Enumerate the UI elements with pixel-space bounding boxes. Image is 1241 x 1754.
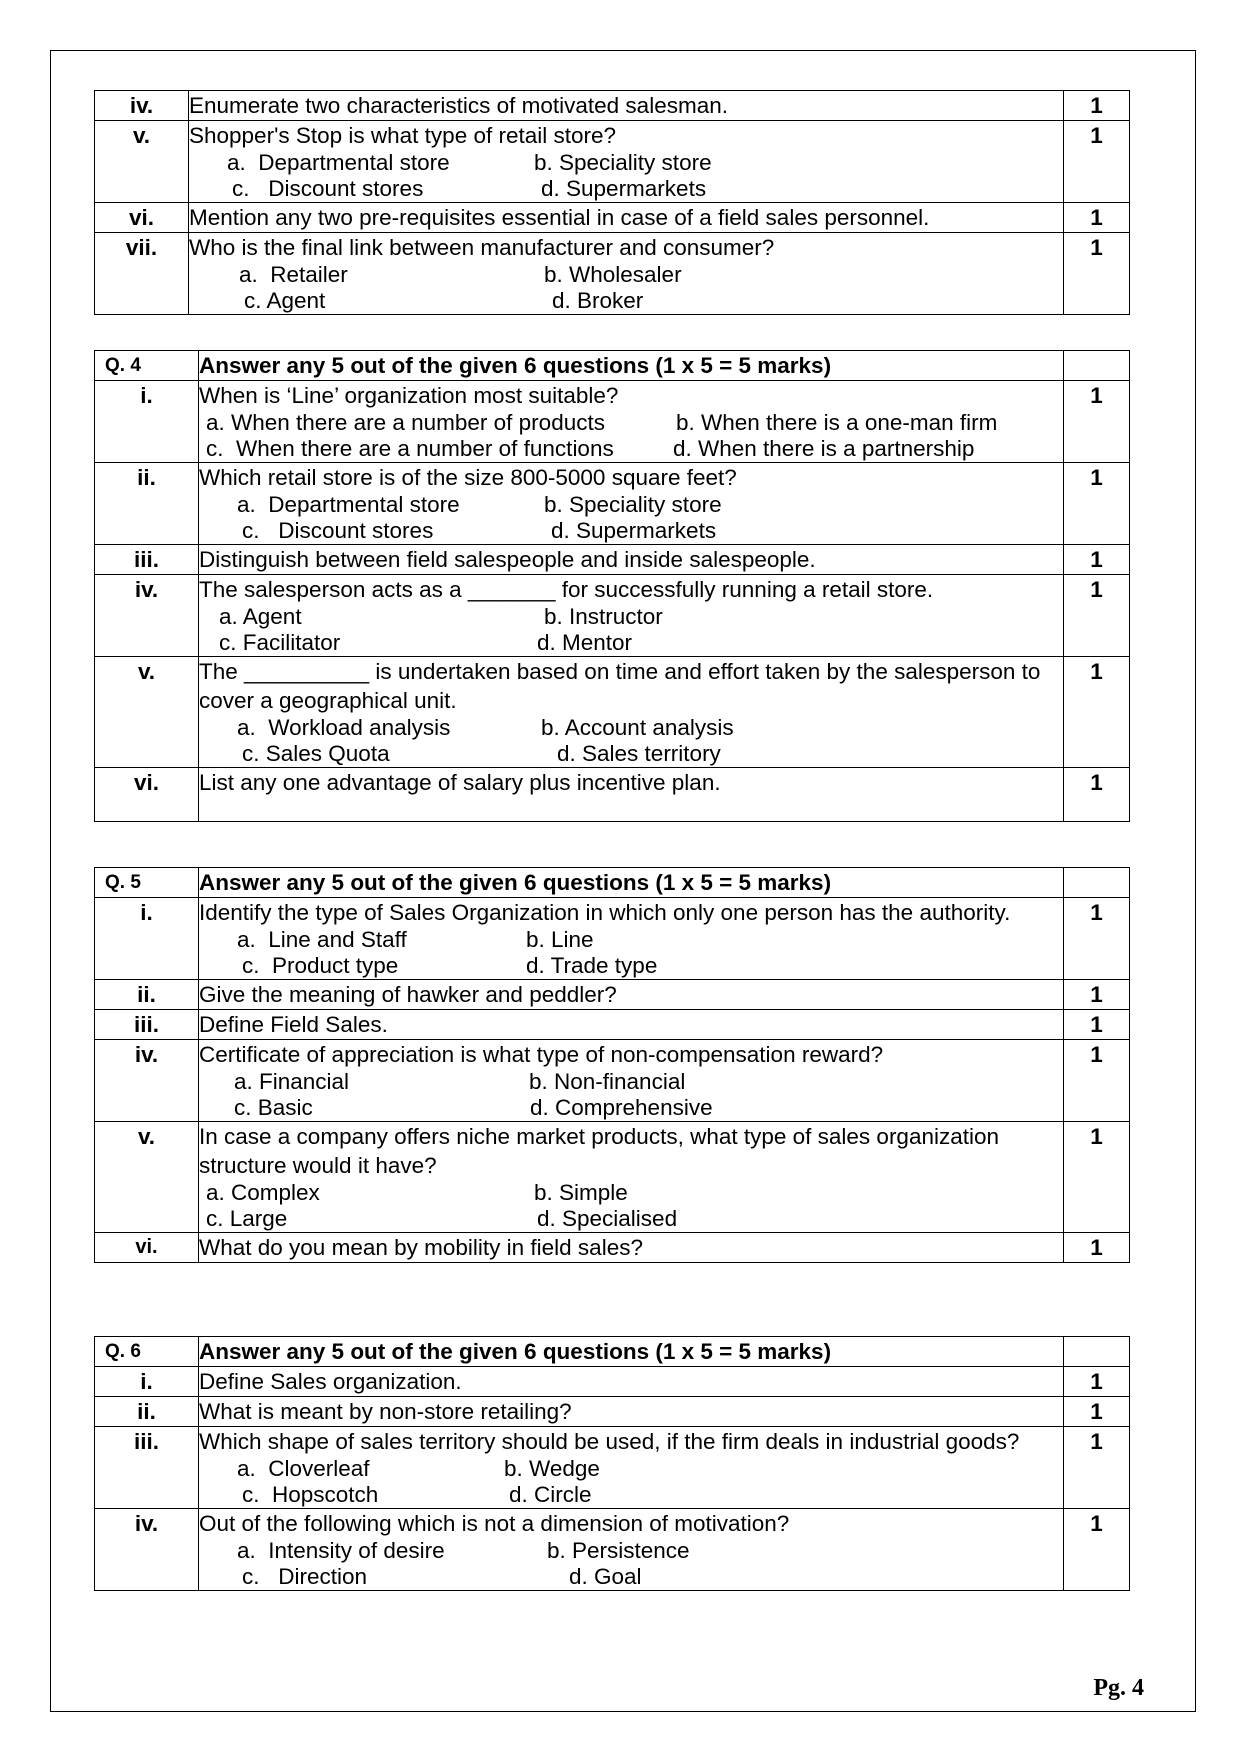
question-text: When is ‘Line’ organization most suitable?: [199, 383, 619, 408]
question-text: The __________ is undertaken based on time and effort taken by the salesperson to cover a geographical unit.: [199, 659, 1041, 713]
sub-question-number: iv.: [95, 91, 189, 121]
marks-cell: 1: [1064, 1509, 1130, 1591]
option-line: [189, 288, 1063, 314]
sub-question-number: i.: [95, 381, 199, 463]
sub-question-number: vi.: [95, 768, 199, 822]
option-left: c. Hopscotch: [242, 1482, 379, 1507]
sub-question-number: iv.: [95, 1040, 199, 1122]
option-left: a. When there are a number of products: [206, 410, 605, 435]
option-right: b. Speciality store: [544, 492, 722, 517]
marks-cell: 1: [1064, 1040, 1130, 1122]
table-row: [95, 1427, 1130, 1509]
marks-cell: 1: [1064, 1397, 1130, 1427]
table-row: [95, 1122, 1130, 1233]
option-line: [199, 1095, 1063, 1121]
option-line: [189, 262, 1063, 288]
option-right: b. Instructor: [544, 604, 663, 629]
option-left: a. Departmental store: [227, 150, 450, 175]
option-left: a. Financial: [234, 1069, 350, 1094]
page-number: Pg. 4: [1093, 1675, 1144, 1701]
marks-cell: 1: [1064, 463, 1130, 545]
option-right: b. Speciality store: [534, 150, 712, 175]
option-right: b. Wedge: [504, 1456, 600, 1481]
question-text: Mention any two pre-requisites essential in case of a field sales personnel.: [189, 205, 930, 230]
question-text: The salesperson acts as a _______ for successfully running a retail store.: [199, 577, 934, 602]
table-row: [95, 545, 1130, 575]
sub-question-number: v.: [95, 121, 189, 203]
option-line: [199, 1564, 1063, 1590]
option-line: [199, 741, 1063, 767]
question-text: Distinguish between field salespeople and inside salespeople.: [199, 547, 816, 572]
option-line: [189, 176, 1063, 202]
option-line: [189, 150, 1063, 176]
question-text: Identify the type of Sales Organization in which only one person has the authority.: [199, 900, 1011, 925]
table-row: [95, 91, 1130, 121]
option-right: d. Supermarkets: [541, 176, 707, 201]
marks-cell: [1064, 1337, 1130, 1367]
section-instruction: Answer any 5 out of the given 6 questions (1 x 5 = 5 marks): [199, 1339, 832, 1364]
question-table-1: [94, 90, 1130, 315]
marks-cell: 1: [1064, 1367, 1130, 1397]
option-left: c. Discount stores: [242, 518, 434, 543]
option-right: d. Goal: [569, 1564, 642, 1589]
marks-cell: [1064, 868, 1130, 898]
table-row: [95, 1010, 1130, 1040]
option-left: c. Sales Quota: [242, 741, 390, 766]
option-left: a. Intensity of desire: [237, 1538, 445, 1563]
option-right: d. Circle: [509, 1482, 592, 1507]
option-right: b. Persistence: [547, 1538, 690, 1563]
option-right: d. Sales territory: [557, 741, 721, 766]
option-right: b. Wholesaler: [544, 262, 682, 287]
option-right: b. Account analysis: [541, 715, 734, 740]
question-table-4: [94, 1336, 1130, 1591]
option-right: d. Comprehensive: [530, 1095, 713, 1120]
marks-cell: 1: [1064, 768, 1130, 822]
question-number: Q. 6: [95, 1337, 199, 1367]
option-left: c. Discount stores: [232, 176, 424, 201]
option-left: c. When there are a number of functions: [206, 436, 614, 461]
question-number: Q. 5: [95, 868, 199, 898]
option-right: d. Specialised: [537, 1206, 678, 1231]
option-left: a. Agent: [219, 604, 302, 629]
option-line: [199, 436, 1063, 462]
option-right: d. When there is a partnership: [673, 436, 975, 461]
option-line: [199, 492, 1063, 518]
sub-question-number: iii.: [95, 545, 199, 575]
sub-question-number: iv.: [95, 575, 199, 657]
option-right: d. Mentor: [537, 630, 633, 655]
question-header-row: [95, 868, 1130, 898]
option-right: d. Broker: [552, 288, 644, 313]
marks-cell: 1: [1064, 980, 1130, 1010]
sub-question-number: v.: [95, 657, 199, 768]
marks-cell: 1: [1064, 1233, 1130, 1263]
sub-question-number: ii.: [95, 463, 199, 545]
marks-cell: 1: [1064, 233, 1130, 315]
table-row: [95, 1233, 1130, 1263]
option-line: [199, 1069, 1063, 1095]
question-text: What is meant by non-store retailing?: [199, 1399, 572, 1424]
question-table-2: [94, 350, 1130, 822]
table-row: [95, 1367, 1130, 1397]
option-left: c. Large: [206, 1206, 288, 1231]
option-line: [199, 1482, 1063, 1508]
option-right: b. Line: [526, 927, 594, 952]
option-line: [199, 953, 1063, 979]
question-text: Enumerate two characteristics of motivated salesman.: [189, 93, 728, 118]
question-header-row: [95, 1337, 1130, 1367]
question-text: What do you mean by mobility in field sales?: [199, 1235, 643, 1260]
table-row: [95, 463, 1130, 545]
option-line: [199, 1180, 1063, 1206]
option-line: [199, 1206, 1063, 1232]
sub-question-number: vii.: [95, 233, 189, 315]
option-left: a. Line and Staff: [237, 927, 407, 952]
table-row: [95, 233, 1130, 315]
question-text: Shopper's Stop is what type of retail store?: [189, 123, 617, 148]
table-row: [95, 980, 1130, 1010]
option-right: d. Supermarkets: [551, 518, 717, 543]
option-left: a. Retailer: [239, 262, 348, 287]
table-row: [95, 575, 1130, 657]
marks-cell: [1064, 351, 1130, 381]
option-line: [199, 518, 1063, 544]
marks-cell: 1: [1064, 381, 1130, 463]
option-left: c. Agent: [244, 288, 326, 313]
sub-question-number: i.: [95, 898, 199, 980]
question-text: In case a company offers niche market products, what type of sales organization structure would it have?: [199, 1124, 1000, 1178]
sub-question-number: v.: [95, 1122, 199, 1233]
question-text: List any one advantage of salary plus incentive plan.: [199, 770, 721, 795]
option-left: a. Cloverleaf: [237, 1456, 370, 1481]
option-left: a. Departmental store: [237, 492, 460, 517]
table-row: [95, 657, 1130, 768]
sub-question-number: ii.: [95, 1397, 199, 1427]
marks-cell: 1: [1064, 1010, 1130, 1040]
question-text: Which shape of sales territory should be used, if the firm deals in industrial goods?: [199, 1429, 1020, 1454]
sub-question-number: iii.: [95, 1010, 199, 1040]
marks-cell: 1: [1064, 1122, 1130, 1233]
marks-cell: 1: [1064, 91, 1130, 121]
option-left: c. Product type: [242, 953, 399, 978]
marks-cell: 1: [1064, 1427, 1130, 1509]
option-line: [199, 927, 1063, 953]
sub-question-number: iii.: [95, 1427, 199, 1509]
table-row: [95, 121, 1130, 203]
option-line: [199, 1456, 1063, 1482]
question-text: Define Field Sales.: [199, 1012, 388, 1037]
option-left: c. Basic: [234, 1095, 313, 1120]
sub-question-number: i.: [95, 1367, 199, 1397]
option-line: [199, 604, 1063, 630]
marks-cell: 1: [1064, 657, 1130, 768]
option-line: [199, 1538, 1063, 1564]
option-right: b. When there is a one-man firm: [676, 410, 998, 435]
question-text: Certificate of appreciation is what type of non-compensation reward?: [199, 1042, 884, 1067]
section-instruction: Answer any 5 out of the given 6 questions (1 x 5 = 5 marks): [199, 353, 832, 378]
option-line: [199, 715, 1063, 741]
marks-cell: 1: [1064, 575, 1130, 657]
option-line: [199, 410, 1063, 436]
table-row: [95, 768, 1130, 822]
question-text: Which retail store is of the size 800-5000 square feet?: [199, 465, 737, 490]
table-row: [95, 898, 1130, 980]
question-number: Q. 4: [95, 351, 199, 381]
sub-question-number: vi.: [95, 203, 189, 233]
option-right: b. Simple: [534, 1180, 628, 1205]
option-line: [199, 630, 1063, 656]
section-instruction: Answer any 5 out of the given 6 questions (1 x 5 = 5 marks): [199, 870, 832, 895]
question-table-3: [94, 867, 1130, 1263]
blank-space: [199, 797, 1063, 821]
marks-cell: 1: [1064, 121, 1130, 203]
option-right: d. Trade type: [526, 953, 658, 978]
option-left: a. Workload analysis: [237, 715, 451, 740]
table-row: [95, 203, 1130, 233]
sub-question-number: vi.: [95, 1233, 199, 1263]
option-left: a. Complex: [206, 1180, 320, 1205]
question-header-row: [95, 351, 1130, 381]
marks-cell: 1: [1064, 203, 1130, 233]
option-right: b. Non-financial: [529, 1069, 686, 1094]
marks-cell: 1: [1064, 545, 1130, 575]
question-text: Give the meaning of hawker and peddler?: [199, 982, 617, 1007]
table-row: [95, 1040, 1130, 1122]
sub-question-number: iv.: [95, 1509, 199, 1591]
question-text: Out of the following which is not a dimension of motivation?: [199, 1511, 790, 1536]
option-left: c. Facilitator: [219, 630, 341, 655]
sub-question-number: ii.: [95, 980, 199, 1010]
question-text: Who is the final link between manufacturer and consumer?: [189, 235, 775, 260]
table-row: [95, 1397, 1130, 1427]
question-text: Define Sales organization.: [199, 1369, 462, 1394]
table-row: [95, 1509, 1130, 1591]
marks-cell: 1: [1064, 898, 1130, 980]
option-left: c. Direction: [242, 1564, 368, 1589]
table-row: [95, 381, 1130, 463]
